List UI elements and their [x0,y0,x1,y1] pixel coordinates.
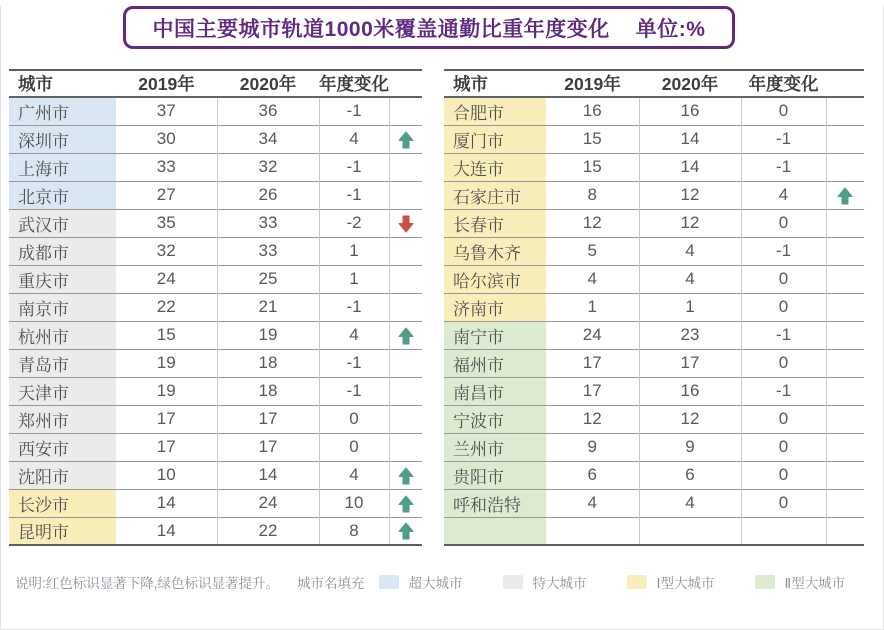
change-cell: -1 [319,97,389,125]
value-2020-cell [639,517,741,545]
col-header-2020: 2020年 [239,74,297,94]
table-row [9,293,422,321]
trend-cell [826,293,864,321]
value-2019-cell: 19 [156,353,176,372]
value-2020-cell: 4 [639,265,741,293]
change-cell: 0 [741,265,826,293]
footnote-text: 说明:红色标识显著下降,绿色标识显著提升。 [15,576,280,591]
legend-item [627,572,739,592]
city-cell: 青岛市 [9,349,116,377]
trend-cell [389,405,422,433]
table-row [9,377,422,405]
change-cell: -2 [319,209,389,237]
value-2020-cell: 6 [639,461,741,489]
table-row [444,265,864,293]
trend-cell [826,517,864,545]
value-2019-cell: 33 [156,157,176,176]
city-cell: 济南市 [444,293,546,321]
city-cell: 福州市 [444,349,546,377]
col-header-trend [826,70,864,97]
change-cell: 0 [741,433,826,461]
city-cell: 南宁市 [444,321,546,349]
change-cell: 0 [741,461,826,489]
city-cell: 南京市 [9,293,116,321]
trend-up-icon [398,327,414,345]
col-header-2019: 2019年 [564,74,621,94]
city-cell: 长春市 [444,209,546,237]
change-cell: 10 [319,489,389,517]
trend-cell [826,377,864,405]
value-2020-cell: 23 [639,321,741,349]
trend-cell [389,237,422,265]
table-row [444,405,864,433]
trend-cell [826,321,864,349]
table-row [444,461,864,489]
col-header-city: 城市 [453,74,488,94]
legend-swatch [379,575,399,589]
table-row [444,321,864,349]
change-cell: 0 [741,293,826,321]
value-2020-cell: 21 [217,293,319,321]
change-cell: -1 [319,293,389,321]
value-2019-cell: 17 [156,437,176,456]
footnote [15,572,883,592]
trend-cell [389,517,422,545]
value-2019-cell: 19 [156,381,176,400]
table-row [444,153,864,181]
value-2020-cell: 34 [217,125,319,153]
value-2019-cell: 1 [587,297,597,316]
change-cell: 1 [319,265,389,293]
change-cell: -1 [741,321,826,349]
value-2019-cell [546,517,639,545]
value-2020-cell: 4 [639,237,741,265]
value-2020-cell: 36 [217,97,319,125]
city-cell: 广州市 [9,97,116,125]
value-2019-cell: 15 [582,129,602,148]
trend-cell [826,97,864,125]
value-2019-cell: 12 [582,213,602,232]
value-2019-cell: 4 [587,493,597,512]
city-cell: 武汉市 [9,209,116,237]
table-row [444,489,864,517]
city-cell: 上海市 [9,153,116,181]
trend-up-icon [398,522,414,540]
city-cell: 乌鲁木齐 [444,237,546,265]
trend-cell [826,405,864,433]
table-row [9,489,422,517]
table-row [9,153,422,181]
table-row [9,237,422,265]
value-2020-cell: 14 [639,125,741,153]
value-2020-cell: 4 [639,489,741,517]
value-2020-cell: 18 [217,349,319,377]
fill-label: 城市名填充 [297,576,365,591]
trend-cell [826,125,864,153]
legend-label: Ⅱ型大城市 [784,576,846,591]
table-row [9,125,422,153]
change-cell: 8 [319,517,389,545]
change-cell: 4 [319,321,389,349]
trend-cell [389,209,422,237]
value-2020-cell: 12 [639,181,741,209]
table-row [444,349,864,377]
trend-cell [389,97,422,125]
col-header-city: 城市 [18,74,53,94]
col-header-change: 年度变化 [748,74,819,94]
change-cell: 4 [319,125,389,153]
city-cell: 兰州市 [444,433,546,461]
value-2020-cell: 1 [639,293,741,321]
table-row [9,181,422,209]
value-2019-cell: 8 [587,185,597,204]
value-2019-cell: 35 [156,213,176,232]
trend-cell [826,209,864,237]
table-row [444,97,864,125]
legend-item [755,572,870,592]
value-2019-cell: 5 [587,241,597,260]
city-cell: 哈尔滨市 [444,265,546,293]
city-cell: 贵阳市 [444,461,546,489]
trend-up-icon [398,495,414,513]
value-2019-cell: 32 [156,241,176,260]
change-cell: 4 [741,181,826,209]
value-2020-cell: 9 [639,433,741,461]
trend-cell [389,489,422,517]
value-2019-cell: 16 [582,101,602,121]
title-box [123,6,735,49]
value-2019-cell: 17 [582,381,602,400]
table-row [9,461,422,489]
city-cell: 长沙市 [9,489,116,517]
trend-cell [826,237,864,265]
table-row [9,321,422,349]
change-cell: -1 [319,349,389,377]
city-table-right [444,69,864,546]
value-2019-cell: 12 [582,409,602,428]
value-2020-cell: 14 [217,461,319,489]
city-cell: 厦门市 [444,125,546,153]
table-row [444,293,864,321]
trend-cell [389,265,422,293]
change-cell: -1 [741,237,826,265]
change-cell: -1 [741,125,826,153]
change-cell: 0 [741,405,826,433]
legend-label: Ⅰ型大城市 [656,576,715,591]
col-header-2020: 2020年 [661,74,719,94]
legend-swatch [755,575,775,589]
change-cell: -1 [741,153,826,181]
value-2020-cell: 14 [639,153,741,181]
trend-cell [389,377,422,405]
trend-cell [389,125,422,153]
table-row [9,265,422,293]
city-cell [444,517,546,545]
value-2020-cell: 18 [217,377,319,405]
table-row [9,209,422,237]
change-cell: -1 [319,377,389,405]
value-2019-cell: 37 [156,101,176,121]
change-cell: 0 [741,97,826,125]
city-cell: 南昌市 [444,377,546,405]
city-cell: 大连市 [444,153,546,181]
change-cell: 0 [741,349,826,377]
trend-up-icon [837,187,853,205]
value-2020-cell: 17 [217,433,319,461]
trend-up-icon [398,467,414,485]
value-2019-cell: 24 [582,325,602,344]
table-row [9,433,422,461]
value-2020-cell: 17 [639,349,741,377]
col-header-2019: 2019年 [138,74,195,94]
value-2020-cell: 33 [217,209,319,237]
trend-up-icon [398,131,414,149]
city-cell: 合肥市 [444,97,546,125]
table-row [444,209,864,237]
table-row [444,181,864,209]
change-cell: -1 [741,377,826,405]
table-row [444,237,864,265]
value-2019-cell: 9 [587,437,597,456]
city-cell: 石家庄市 [444,181,546,209]
unit-label: 单位:% [635,17,706,41]
trend-cell [826,433,864,461]
trend-cell [389,181,422,209]
table-row [444,517,864,545]
trend-cell [826,349,864,377]
table-row [9,349,422,377]
change-cell: 0 [741,489,826,517]
legend-item [503,572,611,592]
legend-item [379,572,487,592]
change-cell: 0 [319,405,389,433]
legend-label: 特大城市 [532,576,587,591]
trend-down-icon [398,215,414,233]
value-2019-cell: 4 [587,269,597,288]
table-row [444,125,864,153]
trend-cell [826,265,864,293]
trend-cell [389,461,422,489]
value-2019-cell: 27 [156,185,176,204]
value-2020-cell: 16 [639,97,741,125]
value-2020-cell: 26 [217,181,319,209]
city-cell: 西安市 [9,433,116,461]
city-cell: 北京市 [9,181,116,209]
city-cell: 深圳市 [9,125,116,153]
change-cell: 0 [741,209,826,237]
trend-cell [389,321,422,349]
value-2019-cell: 22 [156,297,176,316]
col-header-trend [389,70,422,97]
city-cell: 宁波市 [444,405,546,433]
city-cell: 呼和浩特 [444,489,546,517]
change-cell: 4 [319,461,389,489]
trend-cell [389,153,422,181]
trend-cell [826,181,864,209]
value-2019-cell: 14 [156,520,176,540]
trend-cell [826,461,864,489]
value-2019-cell: 15 [582,157,602,176]
value-2019-cell: 17 [582,353,602,372]
city-cell: 郑州市 [9,405,116,433]
trend-cell [389,433,422,461]
change-cell: -1 [319,153,389,181]
col-header-change: 年度变化 [319,74,389,94]
value-2019-cell: 14 [156,493,176,512]
trend-cell [389,293,422,321]
change-cell: 1 [319,237,389,265]
table-row [9,97,422,125]
value-2020-cell: 24 [217,489,319,517]
trend-cell [826,153,864,181]
value-2020-cell: 22 [217,517,319,545]
change-cell: -1 [319,181,389,209]
value-2020-cell: 25 [217,265,319,293]
value-2020-cell: 16 [639,377,741,405]
table-row [9,517,422,545]
city-table-left [9,69,422,546]
value-2019-cell: 24 [156,269,176,288]
value-2020-cell: 12 [639,209,741,237]
legend-swatch [503,575,523,589]
value-2019-cell: 10 [156,465,176,484]
city-cell: 沈阳市 [9,461,116,489]
legend-swatch [627,575,647,589]
page [0,6,884,630]
change-cell: 0 [319,433,389,461]
value-2019-cell: 30 [156,129,176,148]
value-2019-cell: 6 [587,465,597,484]
table-row [444,377,864,405]
value-2020-cell: 17 [217,405,319,433]
city-cell: 杭州市 [9,321,116,349]
page-title: 中国主要城市轨道1000米覆盖通勤比重年度变化 [152,17,610,41]
trend-cell [826,489,864,517]
value-2020-cell: 32 [217,153,319,181]
value-2019-cell: 17 [156,409,176,428]
trend-cell [389,349,422,377]
header-row [444,70,864,97]
city-cell: 天津市 [9,377,116,405]
table-row [9,405,422,433]
city-cell: 重庆市 [9,265,116,293]
value-2020-cell: 19 [217,321,319,349]
city-cell: 昆明市 [9,517,116,545]
change-cell [741,517,826,545]
city-fill-legend [379,572,870,592]
value-2020-cell: 33 [217,237,319,265]
city-cell: 成都市 [9,237,116,265]
value-2020-cell: 12 [639,405,741,433]
table-row [444,433,864,461]
header-row [9,70,422,97]
tables-container [9,69,883,546]
legend-label: 超大城市 [408,576,463,591]
value-2019-cell: 15 [156,325,176,344]
